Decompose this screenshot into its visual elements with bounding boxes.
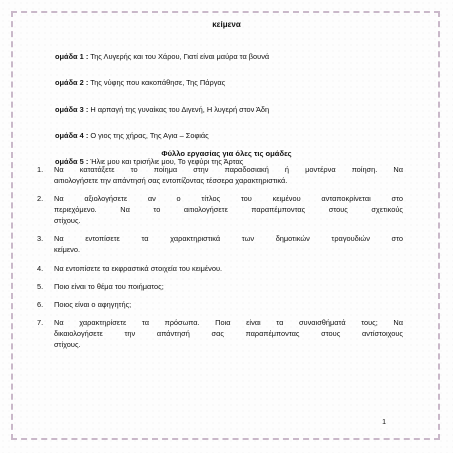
worksheet-title: Φύλλο εργασίας για όλες τις ομάδες bbox=[161, 149, 292, 158]
task-list bbox=[37, 164, 403, 357]
task-item bbox=[37, 164, 403, 186]
task-line: Να αξιολογήσετε αν ο τίτλος του κειμένου ανταποκρίνεται στο bbox=[54, 194, 403, 204]
group-item bbox=[55, 52, 415, 62]
group-text: Της νύφης που κακοπάθησε, Της Πάργας bbox=[90, 78, 226, 88]
task-item bbox=[37, 317, 403, 350]
task-item bbox=[37, 281, 403, 292]
task-line: Να εντοπίσετε τα χαρακτηριστικά των δημοτικών τραγουδιών στο bbox=[54, 234, 403, 244]
task-number: 6. bbox=[37, 299, 44, 309]
task-line: δικαιολογήσετε την απάντησή σας παραπέμποντας στους αντίστοιχους bbox=[54, 329, 403, 339]
task-number: 1. bbox=[37, 165, 44, 174]
task-line: Να κατατάξετε το ποίημα στην παραδοσιακή ή μοντέρνα ποίηση. Να bbox=[54, 165, 403, 174]
task-line: περιεχόμενο. Να το αιτιολογήσετε παραπέμποντας στους σχετικούς bbox=[54, 205, 403, 215]
task-line: Ποιος είναι ο αφηγητής; bbox=[54, 299, 132, 309]
group-text: Της Λυγερής και του Χάρου, Γιατί είναι μαύρα τα βουνά bbox=[90, 52, 270, 61]
group-text: Ήλιε μου και τρισήλιε μου, Το γεφύρι της Άρτας bbox=[90, 157, 244, 167]
page-number: 1 bbox=[382, 419, 386, 426]
group-text: Ο γιος της χήρας, Της Αγια – Σοφιάς bbox=[90, 130, 209, 140]
group-text: Η αρπαγή της γυναίκας του Διγενή, Η λυγερή στον Άδη bbox=[90, 104, 270, 114]
task-line: αιτιολογήσετε την απάντησή σας εντοπίζοντας τέσσερα χαρακτηριστικά. bbox=[54, 176, 288, 185]
group-label: ομάδα 1 : bbox=[55, 52, 89, 61]
task-number: 2. bbox=[37, 194, 44, 204]
task-line: Ποιο είναι το θέμα του ποιήματος; bbox=[54, 281, 164, 291]
task-item bbox=[37, 193, 403, 226]
task-number: 7. bbox=[37, 318, 44, 328]
task-number: 4. bbox=[37, 263, 44, 273]
document-title: κείμενα bbox=[212, 20, 241, 29]
task-item bbox=[37, 233, 403, 255]
task-line: κείμενο. bbox=[54, 245, 81, 255]
task-number: 3. bbox=[37, 234, 44, 244]
task-number: 5. bbox=[37, 281, 44, 291]
group-label: ομάδα 4 : bbox=[55, 130, 89, 140]
group-item bbox=[55, 78, 415, 88]
task-line: στίχους. bbox=[54, 340, 81, 350]
task-line: στίχους. bbox=[54, 216, 81, 226]
group-item bbox=[55, 105, 415, 115]
task-line: Να χαρακτηρίσετε τα πρόσωπα. Ποια είναι τα συναισθήματά τους; Να bbox=[54, 318, 403, 328]
task-line: Να εντοπίσετε τα εκφραστικά στοιχεία του κειμένου. bbox=[54, 263, 223, 273]
group-item bbox=[55, 131, 415, 141]
group-label: ομάδα 5 : bbox=[55, 157, 89, 167]
task-item bbox=[37, 263, 403, 274]
group-label: ομάδα 2 : bbox=[55, 78, 89, 88]
group-label: ομάδα 3 : bbox=[55, 104, 89, 114]
task-item bbox=[37, 299, 403, 310]
